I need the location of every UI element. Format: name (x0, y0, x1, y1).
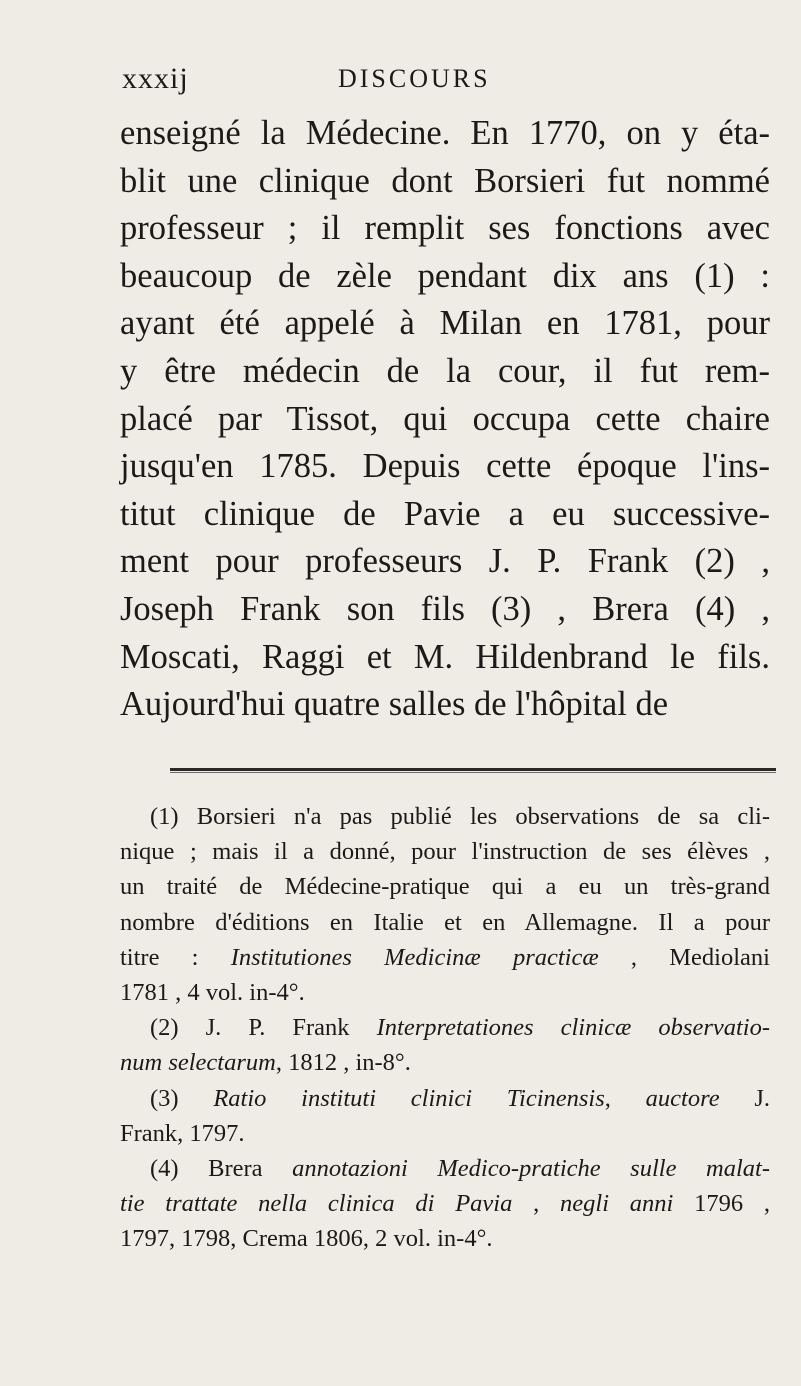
text-line: titut clinique de Pavie a eu successive- (120, 494, 770, 533)
footnote-3-line (120, 1081, 770, 1116)
footnote-title-italic: Institutiones Medicinæ practicæ (230, 943, 599, 971)
footnote-1-line: (1) Borsieri n'a pas publié les observations de sa cli- (150, 803, 770, 830)
text-line: Joseph Frank son fils (3) , Brera (4) , (120, 589, 770, 628)
footnote-text: (2) J. P. Frank (150, 1014, 377, 1042)
text-line: professeur ; il remplit ses fonctions avec (120, 209, 770, 248)
footnote-title-italic: Ratio instituti clinici Ticinensis (213, 1084, 605, 1112)
main-text (120, 110, 770, 729)
footnote-title-italic: annotazioni Medico-pratiche sulle malat- (292, 1155, 770, 1183)
footnote-1-line: 1781 , 4 vol. in-4°. (120, 979, 305, 1007)
footnote-1-line (120, 940, 770, 975)
footnote-text: 1796 , (673, 1190, 771, 1218)
text-line: enseigné la Médecine. En 1770, on y éta- (120, 114, 770, 152)
footnote-4-line (120, 1186, 770, 1221)
running-head (122, 62, 762, 102)
text-line: Moscati, Raggi et M. Hildenbrand le fils. (120, 637, 770, 676)
footnote-text: (4) Brera (150, 1155, 293, 1183)
footnote-author-italic: auctore (645, 1084, 720, 1112)
text-line: placé par Tissot, qui occupa cette chaire (120, 399, 770, 438)
footnote-1-line: nique ; mais il a donné, pour l'instruction de ses élèves , (120, 838, 770, 866)
footnote-4-line (120, 1151, 770, 1186)
page-number: xxxij (122, 62, 189, 95)
text-line: beaucoup de zèle pendant dix ans (1) : (120, 256, 770, 295)
running-title: DISCOURS (338, 64, 491, 93)
footnote-4-line: 1797, 1798, Crema 1806, 2 vol. in-4°. (120, 1225, 493, 1253)
footnote-text: , 1812 , in-8°. (275, 1049, 411, 1077)
footnote-text: titre : (120, 943, 231, 971)
footnote-text: J. (719, 1084, 770, 1112)
footnote-title-italic: Interpretationes clinicæ observatio- (376, 1014, 771, 1042)
footnote-2-line (120, 1045, 770, 1080)
text-line: y être médecin de la cour, il fut rem- (120, 351, 770, 390)
footnotes (120, 799, 770, 1257)
footnote-rule-thin (170, 772, 776, 773)
text-line: blit une clinique dont Borsieri fut nommé (120, 161, 770, 200)
footnote-title-italic: tie trattate nella clinica di Pavia (120, 1190, 513, 1218)
footnote-rule (170, 768, 776, 771)
footnote-text: , (512, 1190, 561, 1218)
footnote-title-italic: num selectarum (120, 1049, 276, 1077)
text-line: ayant été appelé à Milan en 1781, pour (120, 304, 770, 343)
text-line: jusqu'en 1785. Depuis cette époque l'ins- (120, 447, 770, 486)
text-line: Aujourd'hui quatre salles de l'hôpital de (120, 685, 669, 724)
footnote-text: , Mediolani (598, 943, 770, 971)
text-line: ment pour professeurs J. P. Frank (2) , (120, 542, 770, 581)
footnote-2-line (120, 1010, 770, 1045)
footnote-text: , (604, 1084, 646, 1112)
footnote-title-italic: negli anni (560, 1190, 674, 1218)
footnote-3-line: Frank, 1797. (120, 1119, 245, 1147)
footnote-text: (3) (150, 1084, 214, 1112)
footnote-1-line: un traité de Médecine-pratique qui a eu un très-grand (120, 873, 770, 901)
footnote-1-line: nombre d'éditions en Italie et en Allemagne. Il a pour (120, 908, 770, 936)
